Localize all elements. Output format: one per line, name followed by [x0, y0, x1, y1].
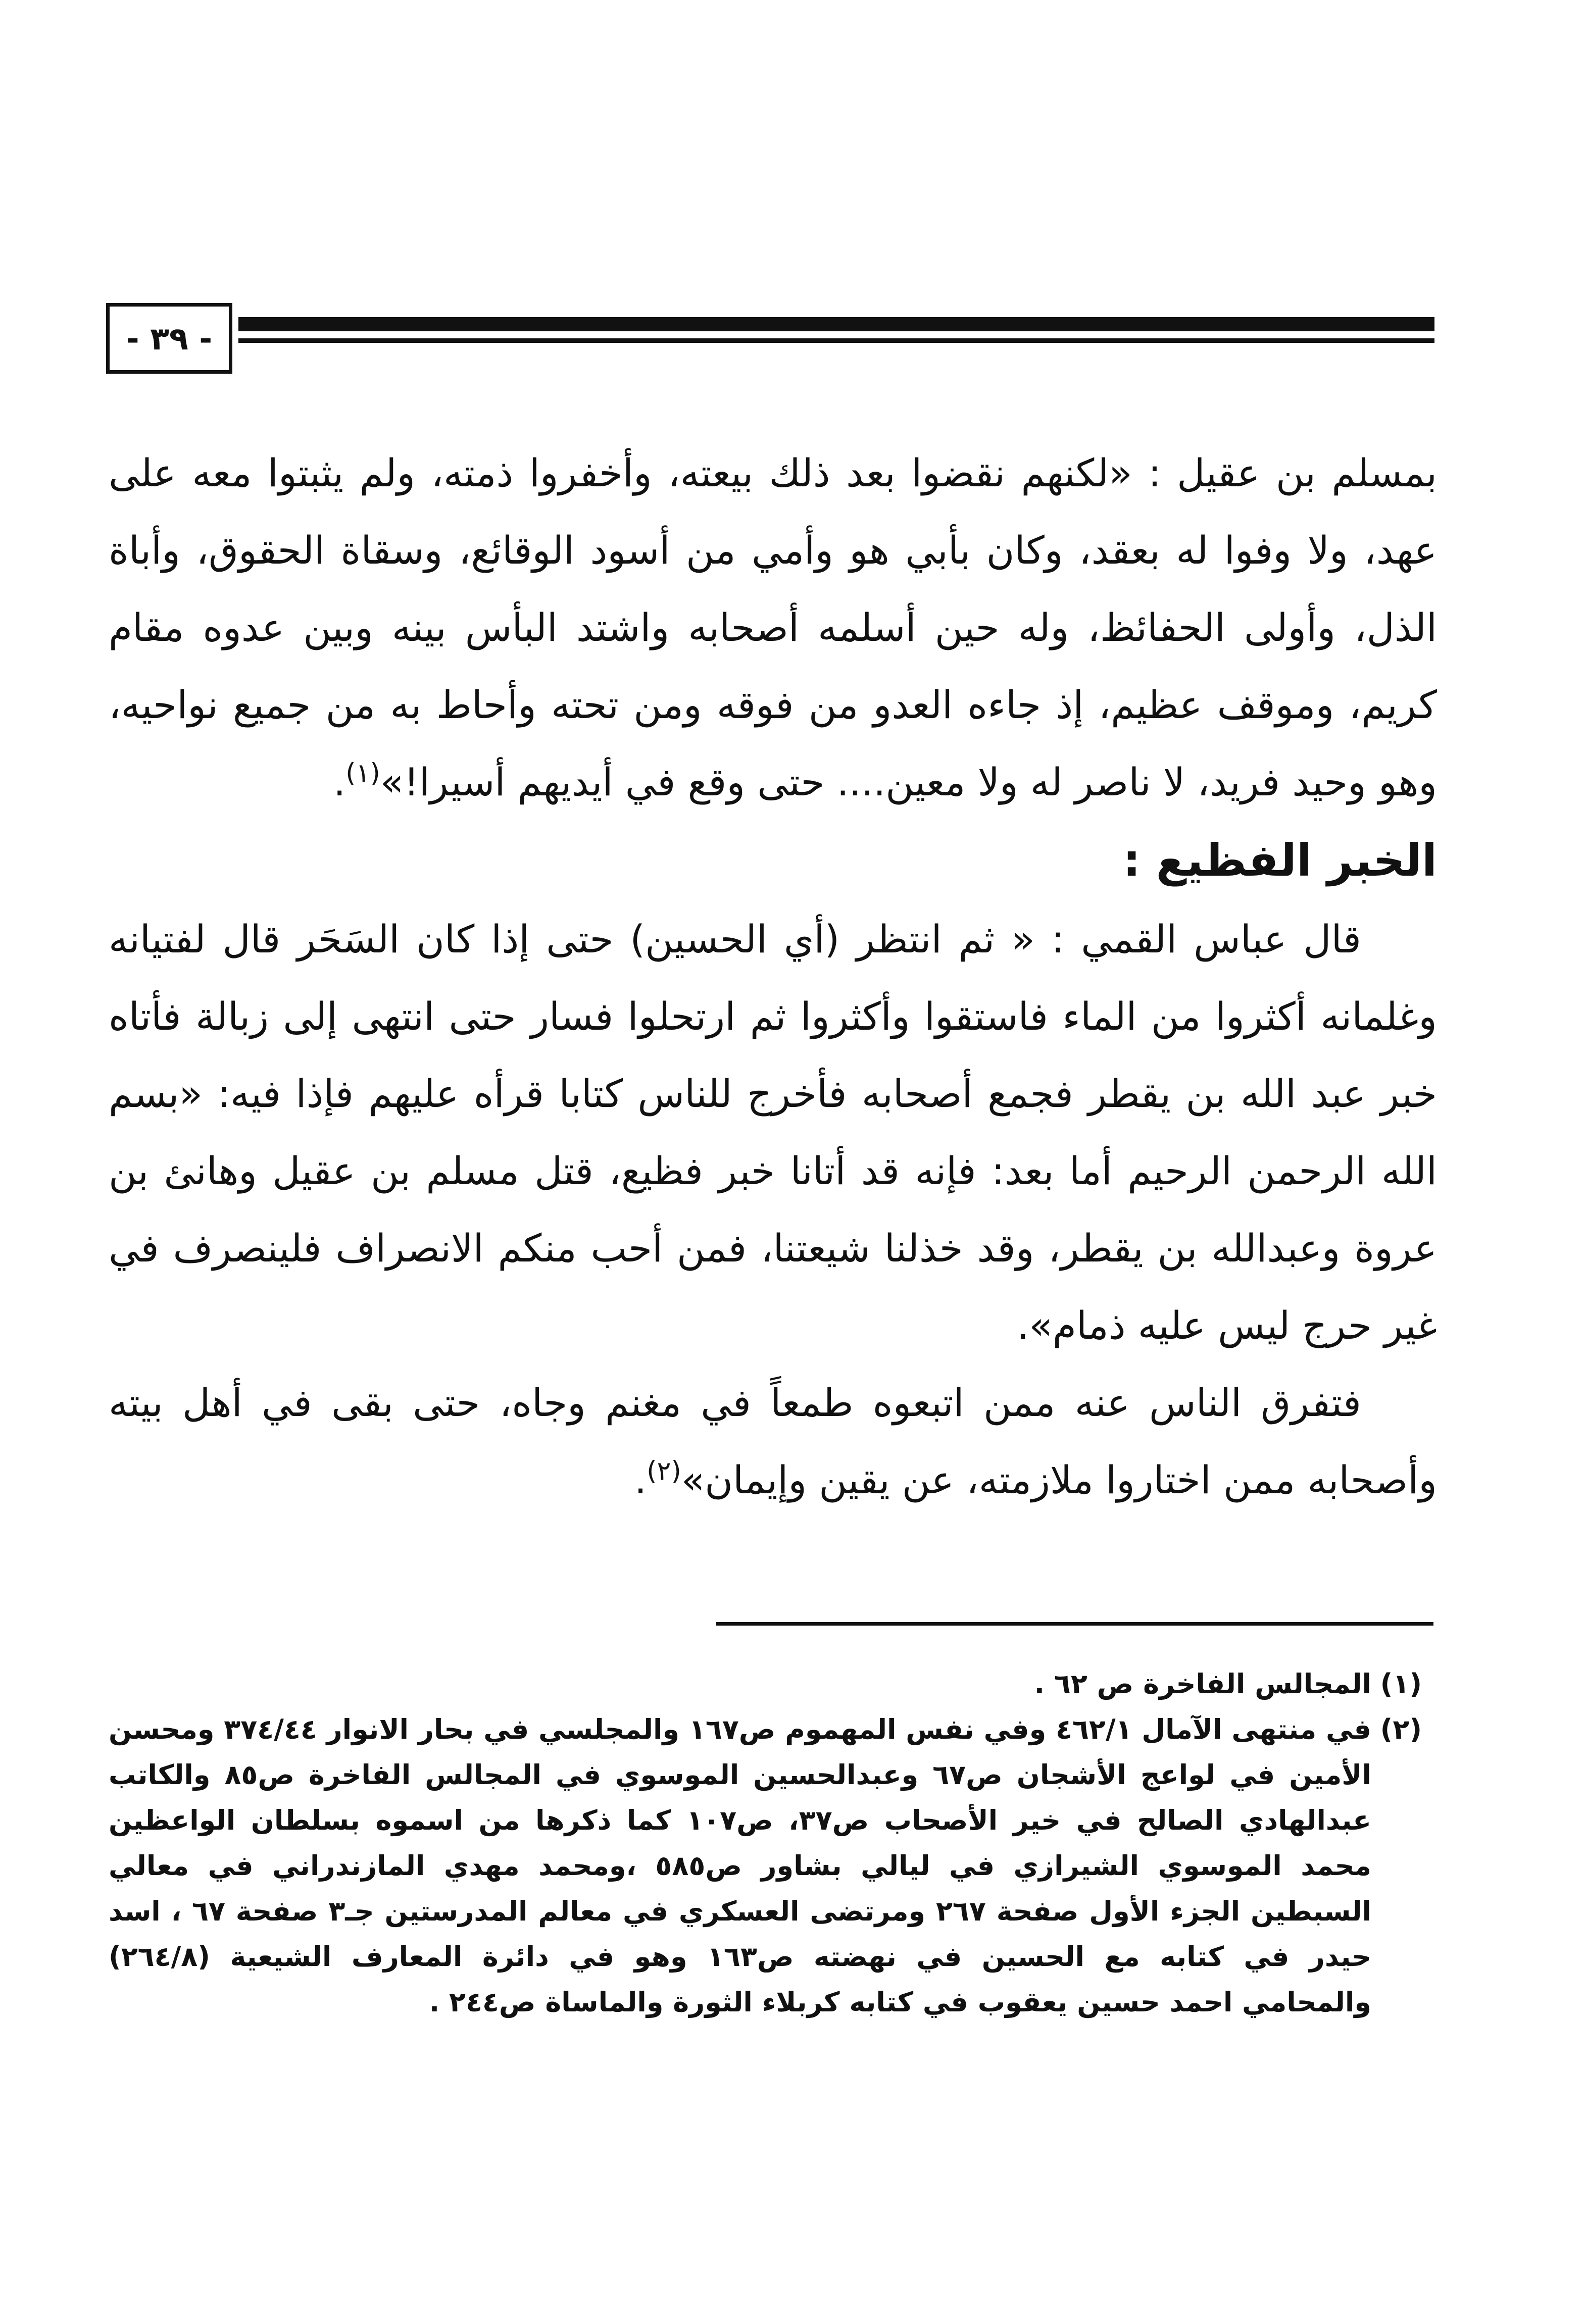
footnote-1-number: (١) [1380, 1668, 1422, 1700]
footnote-2-number: (٢) [1380, 1713, 1422, 1745]
paragraph-1-text: بمسلم بن عقيل : «لكنهم نقضوا بعد ذلك بيعته، وأخفروا ذمته، ولم يثبتوا معه على عهد، ولا وفوا له بعقد، وكان بأبي هو وأمي من أسود الوقائع، وسقاة الحقوق، وأباة الذل، وأولى الحفائظ، وله حين أسلمه أصحابه واشتد البأس بينه وبين عدوه مقام كريم، وموقف عظيم، إذ جاءه العدو من فوقه ومن تحته وأحاط به من جميع نواحيه، وهو وحيد فريد، لا ناصر له ولا معين.... حتى وقع في أيديهم أسيرا!» [109, 450, 1437, 804]
footnote-ref-2[interactable]: (٢) [647, 1456, 681, 1487]
paragraph-3 [109, 1364, 1437, 1519]
paragraph-3-text: فتفرق الناس عنه ممن اتبعوه طمعاً في مغنم وجاه، حتى بقى في أهل بيته وأصحابه ممن اختاروا ملازمته، عن يقين وإيمان» [109, 1380, 1437, 1502]
paragraph-1-end: . [333, 760, 346, 804]
footnote-2 [109, 1707, 1422, 2025]
header-rule-thick [238, 317, 1434, 331]
footnote-1 [109, 1661, 1422, 1707]
page-header [106, 303, 1434, 379]
page-number: - ٣٩ - [106, 303, 232, 374]
section-heading: الخبر الفظيع : [1122, 834, 1437, 886]
main-text [109, 434, 1437, 1519]
header-rule-thin [238, 338, 1434, 343]
paragraph-2: قال عباس القمي : « ثم انتظر (أي الحسين) حتى إذا كان السَحَر قال لفتيانه وغلمانه أكثروا من الماء فاستقوا وأكثروا ثم ارتحلوا فسار حتى انتهى إلى زبالة فأتاه خبر عبد الله بن يقطر فجمع أصحابه فأخرج للناس كتابا قرأه عليهم فإذا فيه: «بسم الله الرحمن الرحيم أما بعد: فإنه قد أتانا خبر فظيع، قتل مسلم بن عقيل وهانئ بن عروة وعبدالله بن يقطر، وقد خذلنا شيعتنا، فمن أحب منكم الانصراف فلينصرف في غير حرج ليس عليه ذمام». [109, 917, 1437, 1348]
footnotes [109, 1661, 1422, 2025]
paragraph-1 [109, 434, 1437, 821]
footnote-2-text: في منتهى الآمال ٤٦٢/١ وفي نفس المهموم ص١٦٧ والمجلسي في بحار الانوار ٣٧٤/٤٤ ومحسن الأمين في لواعج الأشجان ص٦٧ وعبدالحسين الموسوي في المجالس الفاخرة ص٨٥ والكاتب عبدالهادي الصالح في خير الأصحاب ص٣٧، ص١٠٧ كما ذكرها من اسموه بسلطان الواعظين محمد الموسوي الشيرازي في ليالي بشاور ص٥٨٥ ،ومحمد مهدي المازندراني في معالي السبطين الجزء الأول صفحة ٢٦٧ ومرتضى العسكري في معالم المدرستين جـ٣ صفحة ٦٧ ، اسد حيدر في كتابه مع الحسين في نهضته ص١٦٣ وهو في دائرة المعارف الشيعية (٢٦٤/٨) والمحامي احمد حسين يعقوب في كتابه كربلاء الثورة والماساة ص٢٤٤ . [109, 1713, 1372, 2018]
footnote-ref-1[interactable]: (١) [345, 758, 380, 789]
footnote-1-text: المجالس الفاخرة ص ٦٢ . [1034, 1668, 1371, 1700]
paragraph-3-end: . [634, 1457, 647, 1502]
footnote-separator [716, 1622, 1433, 1626]
